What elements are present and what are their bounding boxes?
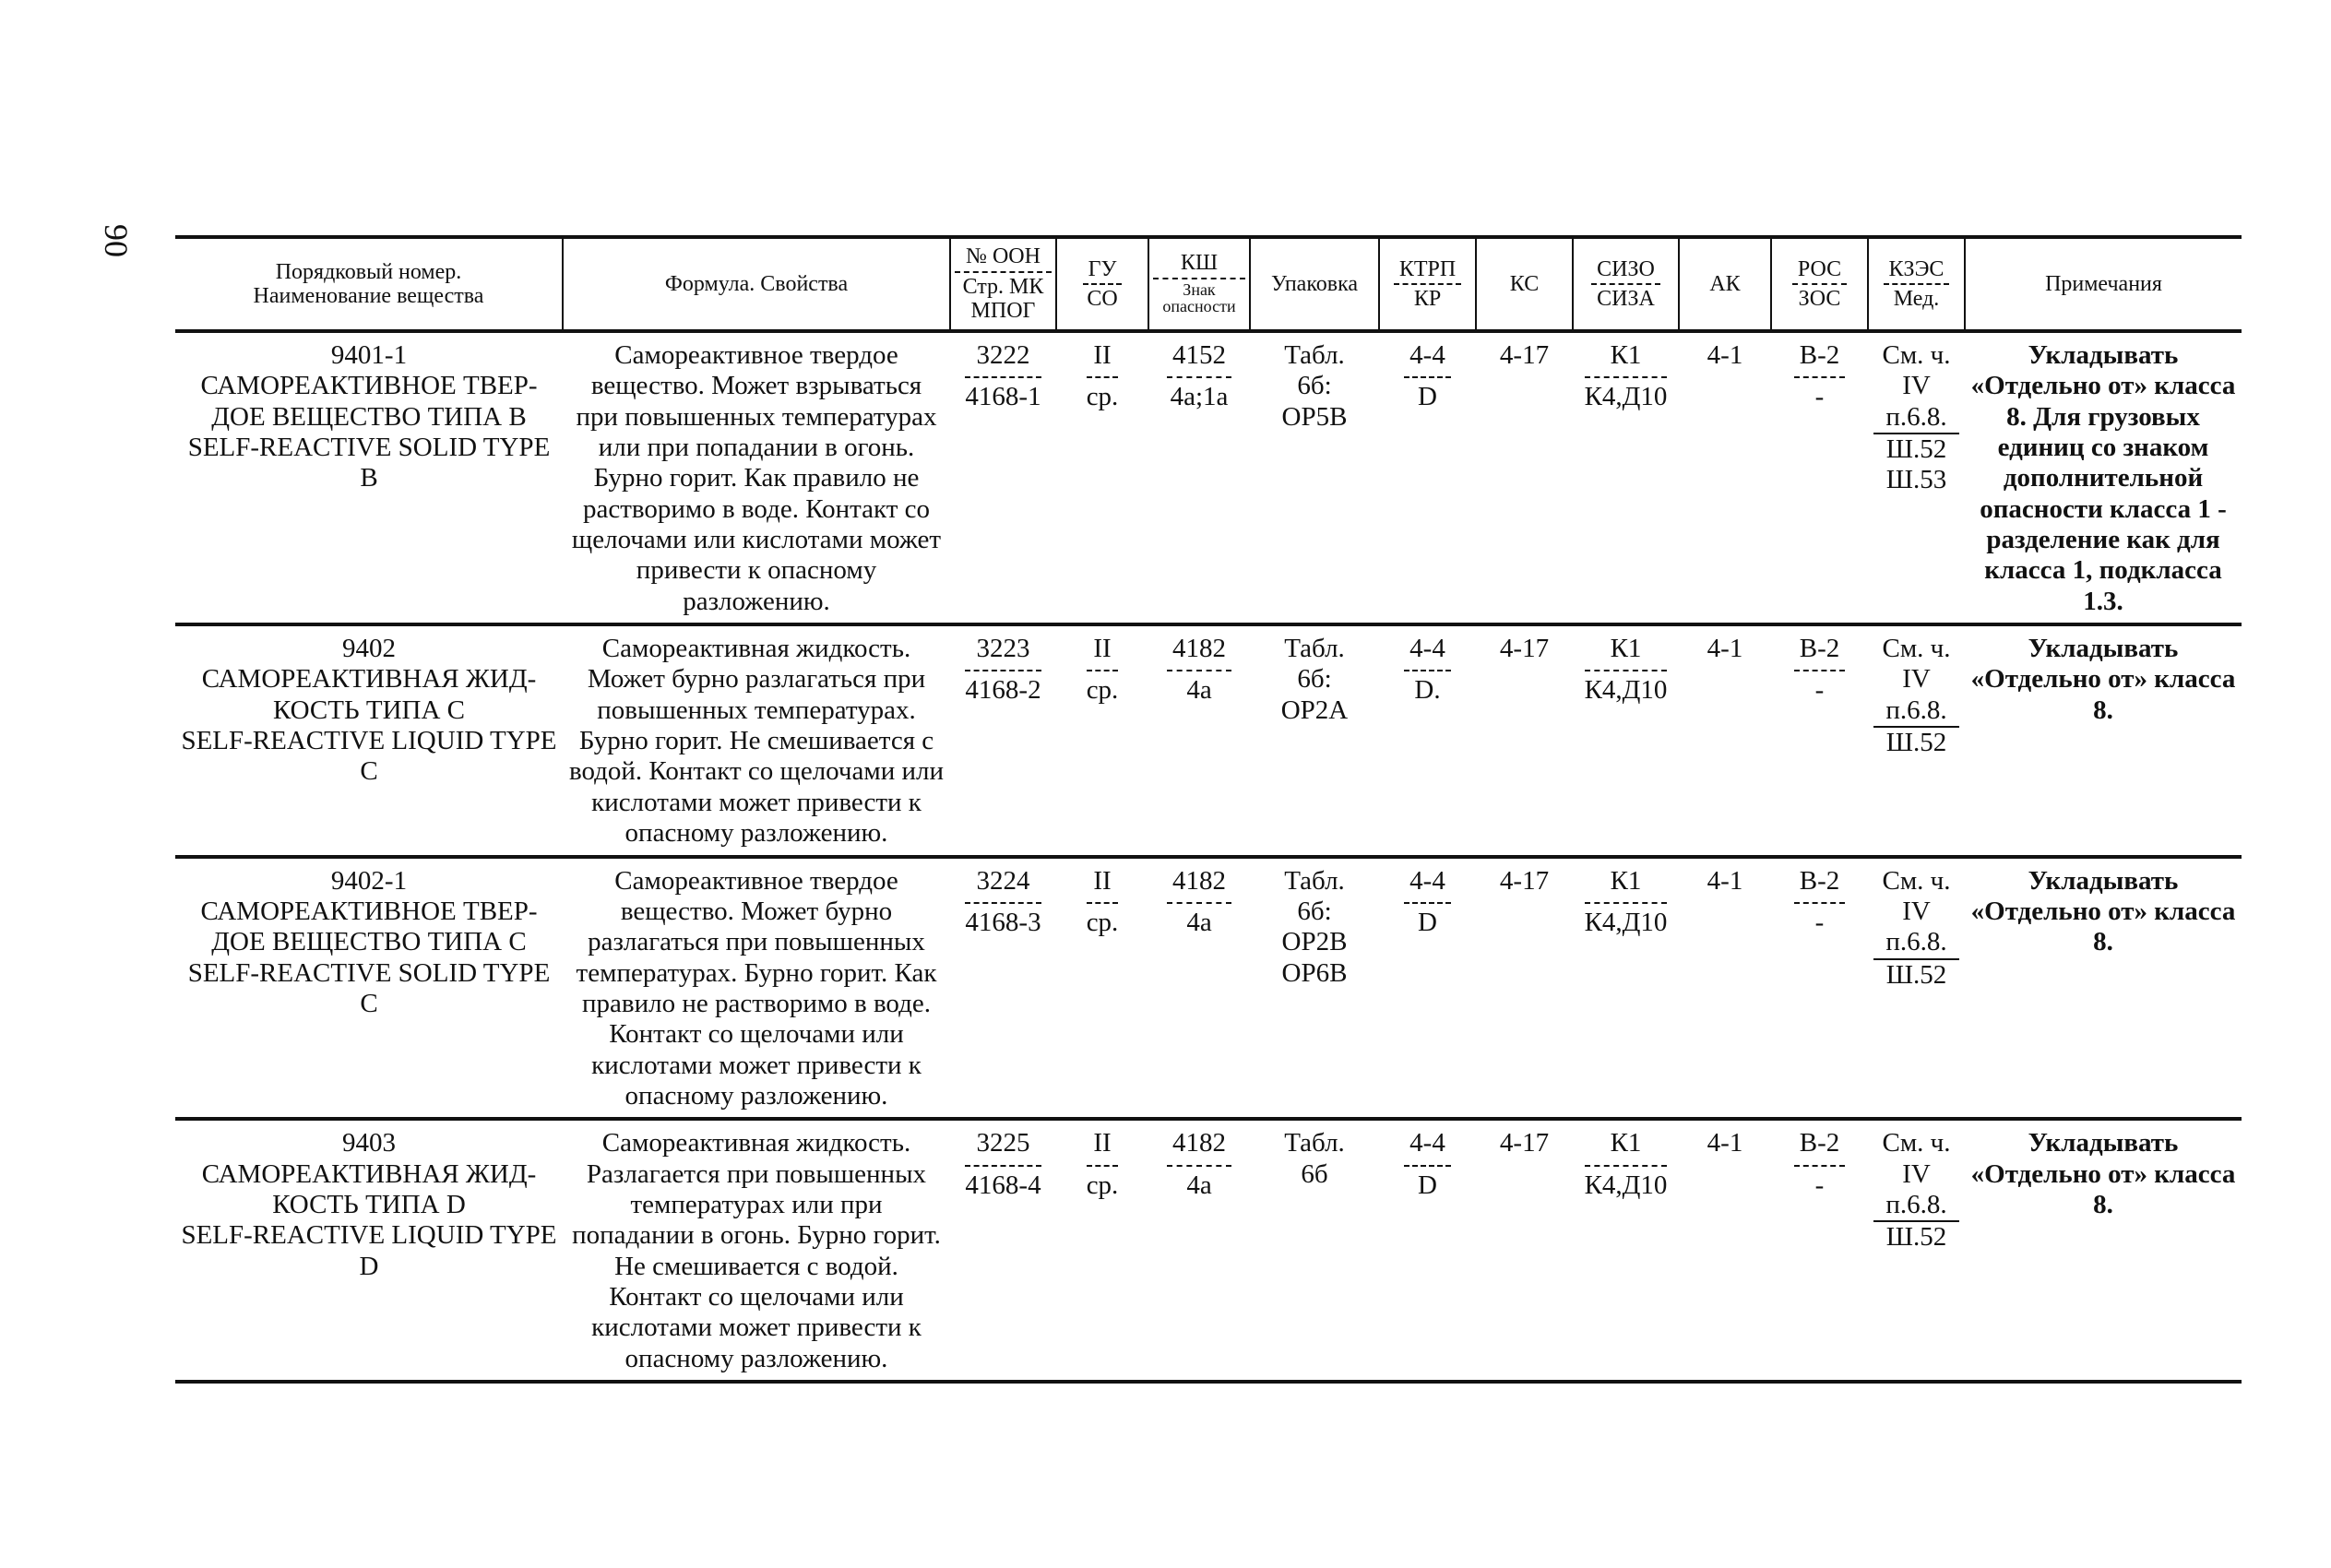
cell-ros — [1771, 331, 1868, 624]
cell-properties: Самореактивное твердое вещество. Может взрываться при повышенных температурах или при попадании в огонь. Бурно горит. Как правило не растворимо в воде. Контакт со щелочами или кислотами может привести к опасному разложению. — [563, 331, 950, 624]
ksh-fraction — [1167, 634, 1231, 707]
ros-fraction — [1794, 1128, 1846, 1201]
header-pack: Упаковка — [1250, 237, 1379, 331]
ros-top: В-2 — [1794, 340, 1846, 378]
ksh-fraction — [1167, 340, 1231, 413]
kzes-line: п.6.8. — [1873, 402, 1959, 434]
cell-pack — [1250, 624, 1379, 856]
cell-name — [175, 1119, 563, 1382]
gu-fraction — [1087, 1128, 1119, 1201]
sizo-bot: К4,Д10 — [1584, 1170, 1668, 1200]
oon-top: 3222 — [965, 340, 1041, 378]
header-oon-top: № ООН — [955, 244, 1052, 272]
header-row — [175, 237, 2242, 331]
cell-ktrp — [1379, 1119, 1476, 1382]
header-oon — [950, 237, 1056, 331]
pack-line: Табл. — [1284, 865, 1345, 896]
ros-top: В-2 — [1794, 866, 1846, 904]
cell-ros — [1771, 857, 1868, 1120]
header-ksh — [1148, 237, 1250, 331]
kzes-bot-line: Ш.53 — [1885, 465, 1947, 495]
cell-ak: 4-1 — [1679, 1119, 1771, 1382]
sizo-bot: К4,Д10 — [1584, 382, 1668, 412]
cell-ak: 4-1 — [1679, 331, 1771, 624]
ksh-bot: 4а — [1186, 1170, 1212, 1200]
oon-fraction — [965, 340, 1041, 413]
cell-notes: Укладывать «Отдельно от» класса 8. — [1965, 624, 2242, 856]
sizo-top: К1 — [1585, 1128, 1668, 1166]
ros-top: В-2 — [1794, 634, 1846, 671]
cell-oon — [950, 857, 1056, 1120]
gu-bot: ср. — [1086, 1170, 1119, 1200]
cell-ktrp — [1379, 624, 1476, 856]
pack-line: 6б: — [1297, 896, 1332, 926]
oon-bot: 4168-1 — [965, 382, 1041, 412]
cell-ks: 4-17 — [1476, 857, 1573, 1120]
header-ros — [1771, 237, 1868, 331]
page-number: 90 — [98, 224, 135, 257]
name-en: SELF-REACTIVE SOLID TYPE C — [187, 957, 551, 1018]
gu-fraction — [1087, 866, 1119, 939]
oon-top: 3223 — [965, 634, 1041, 671]
gu-top: II — [1087, 866, 1119, 904]
header-ks: КС — [1476, 237, 1573, 331]
cell-ros — [1771, 1119, 1868, 1382]
cell-sizo — [1573, 857, 1679, 1120]
oon-fraction — [965, 1128, 1041, 1201]
cell-ktrp — [1379, 857, 1476, 1120]
cell-oon — [950, 331, 1056, 624]
cell-ks: 4-17 — [1476, 1119, 1573, 1382]
ktrp-bot: D — [1418, 382, 1437, 412]
header-kzes-top: КЗЭС — [1884, 257, 1950, 285]
name-ru: САМОРЕАКТИВНАЯ ЖИД-КОСТЬ ТИПА D — [201, 1158, 537, 1219]
oon-top: 3225 — [965, 1128, 1041, 1166]
header-sizo — [1573, 237, 1679, 331]
cell-ksh — [1148, 624, 1250, 856]
cell-pack — [1250, 857, 1379, 1120]
table-row — [175, 624, 2242, 856]
ksh-top: 4152 — [1167, 340, 1231, 378]
header-name — [175, 237, 563, 331]
gu-fraction — [1087, 634, 1119, 707]
header-ktrp — [1379, 237, 1476, 331]
cell-ak: 4-1 — [1679, 624, 1771, 856]
gu-top: II — [1087, 340, 1119, 378]
ktrp-top: 4-4 — [1404, 340, 1451, 378]
header-gu-bot: СО — [1087, 287, 1118, 311]
pack-line: ОР2А — [1280, 695, 1349, 725]
cell-sizo — [1573, 624, 1679, 856]
name-ru: САМОРЕАКТИВНАЯ ЖИД-КОСТЬ ТИПА С — [201, 664, 537, 725]
pack-line: Табл. — [1284, 340, 1345, 370]
gu-bot: ср. — [1086, 382, 1119, 412]
cell-gu — [1056, 331, 1148, 624]
kzes-bot-line: Ш.52 — [1885, 728, 1947, 758]
ros-top: В-2 — [1794, 1128, 1846, 1166]
gu-top: II — [1087, 634, 1119, 671]
substance-table — [175, 235, 2242, 1384]
kzes-line: См. ч. — [1882, 1128, 1951, 1158]
header-ksh-bot: Знак опасности — [1162, 279, 1236, 315]
name-en: SELF-REACTIVE SOLID TYPE B — [187, 433, 551, 493]
header-ksh-top: КШ — [1153, 251, 1245, 279]
ros-bot: - — [1814, 382, 1825, 412]
ksh-top: 4182 — [1167, 1128, 1231, 1166]
header-sizo-bot: СИЗА — [1597, 287, 1655, 311]
oon-bot: 4168-3 — [965, 907, 1041, 937]
kzes-line: IV — [1902, 896, 1931, 926]
ros-bot: - — [1814, 1170, 1825, 1200]
ros-fraction — [1794, 340, 1846, 413]
kzes-bot-line: Ш.52 — [1885, 1222, 1947, 1253]
pack-line: 6б: — [1297, 371, 1332, 401]
sizo-fraction — [1585, 634, 1668, 707]
cell-ksh — [1148, 1119, 1250, 1382]
cell-ksh — [1148, 331, 1250, 624]
kzes-line: IV — [1902, 664, 1931, 695]
table-body — [175, 331, 2242, 1382]
header-ktrp-bot: КР — [1413, 287, 1442, 311]
cell-ak: 4-1 — [1679, 857, 1771, 1120]
kzes-line: IV — [1902, 371, 1931, 401]
kzes-bot-line: Ш.52 — [1885, 434, 1947, 465]
oon-bot: 4168-2 — [965, 675, 1041, 706]
cell-gu — [1056, 857, 1148, 1120]
cell-ktrp — [1379, 331, 1476, 624]
name-en: SELF-REACTIVE LIQUID TYPE D — [181, 1220, 557, 1281]
header-oon-bot: Стр. МК МПОГ — [962, 274, 1044, 324]
cell-pack — [1250, 1119, 1379, 1382]
sizo-top: К1 — [1585, 866, 1668, 904]
cell-sizo — [1573, 331, 1679, 624]
cell-ksh — [1148, 857, 1250, 1120]
ksh-top: 4182 — [1167, 866, 1231, 904]
row-number: 9402-1 — [330, 865, 408, 896]
ksh-bot: 4а;1а — [1170, 382, 1229, 412]
header-kzes-bot: Мед. — [1893, 287, 1940, 311]
cell-properties: Самореактивная жидкость. Может бурно разлагаться при повышенных температурах. Бурно горит. Не смешивается с водой. Контакт со щелочами или кислотами может привести к опасному разложению. — [563, 624, 950, 856]
table-row — [175, 1119, 2242, 1382]
ktrp-top: 4-4 — [1404, 1128, 1451, 1166]
cell-ks: 4-17 — [1476, 624, 1573, 856]
oon-fraction — [965, 634, 1041, 707]
header-notes: Примечания — [1965, 237, 2242, 331]
name-en: SELF-REACTIVE LIQUID TYPE C — [181, 726, 557, 787]
ksh-fraction — [1167, 1128, 1231, 1201]
cell-properties: Самореактивное твердое вещество. Может бурно разлагаться при повышенных температурах. Бурно горит. Как правило не растворимо в воде. Контакт со щелочами или кислотами может привести к опасному разложению. — [563, 857, 950, 1120]
name-ru: САМОРЕАКТИВНОЕ ТВЕР-ДОЕ ВЕЩЕСТВО ТИПА С — [200, 896, 538, 957]
name-ru: САМОРЕАКТИВНОЕ ТВЕР-ДОЕ ВЕЩЕСТВО ТИПА В — [200, 371, 538, 432]
row-number: 9403 — [342, 1128, 396, 1158]
cell-sizo — [1573, 1119, 1679, 1382]
oon-bot: 4168-4 — [965, 1170, 1041, 1200]
ktrp-fraction — [1404, 634, 1451, 707]
table-row — [175, 331, 2242, 624]
cell-name — [175, 331, 563, 624]
kzes-line: п.6.8. — [1873, 695, 1959, 728]
ros-bot: - — [1814, 675, 1825, 706]
ktrp-bot: D — [1418, 907, 1437, 937]
cell-oon — [950, 1119, 1056, 1382]
ktrp-fraction — [1404, 866, 1451, 939]
ros-fraction — [1794, 866, 1846, 939]
header-ktrp-top: КТРП — [1394, 257, 1461, 285]
header-name-line1: Порядковый номер. — [275, 259, 462, 284]
sizo-fraction — [1585, 866, 1668, 939]
header-sizo-top: СИЗО — [1591, 257, 1660, 285]
pack-line: ОР6В — [1281, 957, 1348, 988]
cell-oon — [950, 624, 1056, 856]
cell-gu — [1056, 624, 1148, 856]
table-row — [175, 857, 2242, 1120]
cell-name — [175, 857, 563, 1120]
sizo-bot: К4,Д10 — [1584, 907, 1668, 937]
header-gu — [1056, 237, 1148, 331]
ktrp-fraction — [1404, 1128, 1451, 1201]
header-gu-top: ГУ — [1083, 257, 1123, 285]
header-ros-top: РОС — [1792, 257, 1847, 285]
header-ros-bot: ЗОС — [1798, 287, 1841, 311]
ros-bot: - — [1814, 907, 1825, 937]
sizo-bot: К4,Д10 — [1584, 675, 1668, 706]
cell-ks: 4-17 — [1476, 331, 1573, 624]
kzes-line: IV — [1902, 1158, 1931, 1189]
oon-top: 3224 — [965, 866, 1041, 904]
ktrp-top: 4-4 — [1404, 634, 1451, 671]
pack-line: Табл. — [1284, 634, 1345, 664]
cell-notes: Укладывать «Отдельно от» класса 8. — [1965, 857, 2242, 1120]
sizo-top: К1 — [1585, 340, 1668, 378]
sizo-fraction — [1585, 340, 1668, 413]
pack-line: 6б — [1301, 1158, 1328, 1189]
ksh-fraction — [1167, 866, 1231, 939]
oon-fraction — [965, 866, 1041, 939]
ros-fraction — [1794, 634, 1846, 707]
kzes-line: п.6.8. — [1873, 1190, 1959, 1222]
gu-bot: ср. — [1086, 675, 1119, 706]
cell-notes: Укладывать «Отдельно от» класса 8. — [1965, 1119, 2242, 1382]
kzes-line: п.6.8. — [1873, 927, 1959, 959]
pack-line: ОР2В — [1281, 927, 1348, 957]
row-number: 9402 — [342, 634, 396, 664]
cell-kzes — [1868, 331, 1965, 624]
ktrp-bot: D — [1418, 1170, 1437, 1200]
kzes-line: См. ч. — [1882, 865, 1951, 896]
header-name-line2: Наименование вещества — [253, 284, 484, 308]
cell-name — [175, 624, 563, 856]
pack-line: 6б: — [1297, 664, 1332, 695]
gu-bot: ср. — [1086, 907, 1119, 937]
kzes-line: См. ч. — [1882, 634, 1951, 664]
kzes-bot-line: Ш.52 — [1885, 959, 1947, 990]
cell-gu — [1056, 1119, 1148, 1382]
cell-kzes — [1868, 857, 1965, 1120]
ksh-bot: 4а — [1186, 907, 1212, 937]
ksh-top: 4182 — [1167, 634, 1231, 671]
ktrp-fraction — [1404, 340, 1451, 413]
cell-ros — [1771, 624, 1868, 856]
cell-notes: Укладывать «Отдельно от» класса 8. Для грузовых единиц со знаком дополнительной опасности класса 1 - разделение как для класса 1, подкласса 1.3. — [1965, 331, 2242, 624]
row-number: 9401-1 — [330, 340, 408, 370]
header-ak: АК — [1679, 237, 1771, 331]
cell-pack — [1250, 331, 1379, 624]
gu-top: II — [1087, 1128, 1119, 1166]
ktrp-bot: D. — [1414, 675, 1441, 706]
cell-kzes — [1868, 1119, 1965, 1382]
sizo-fraction — [1585, 1128, 1668, 1201]
sizo-top: К1 — [1585, 634, 1668, 671]
ktrp-top: 4-4 — [1404, 866, 1451, 904]
kzes-line: См. ч. — [1882, 340, 1951, 370]
pack-line: ОР5В — [1281, 401, 1348, 432]
gu-fraction — [1087, 340, 1119, 413]
header-kzes — [1868, 237, 1965, 331]
ksh-bot: 4а — [1186, 675, 1212, 706]
pack-line: Табл. — [1284, 1128, 1345, 1158]
cell-kzes — [1868, 624, 1965, 856]
header-formula: Формула. Свойства — [563, 237, 950, 331]
cell-properties: Самореактивная жидкость. Разлагается при повышенных температурах или при попадании в огонь. Бурно горит. Не смешивается с водой. Контакт со щелочами или кислотами может привести к опасному разложению. — [563, 1119, 950, 1382]
